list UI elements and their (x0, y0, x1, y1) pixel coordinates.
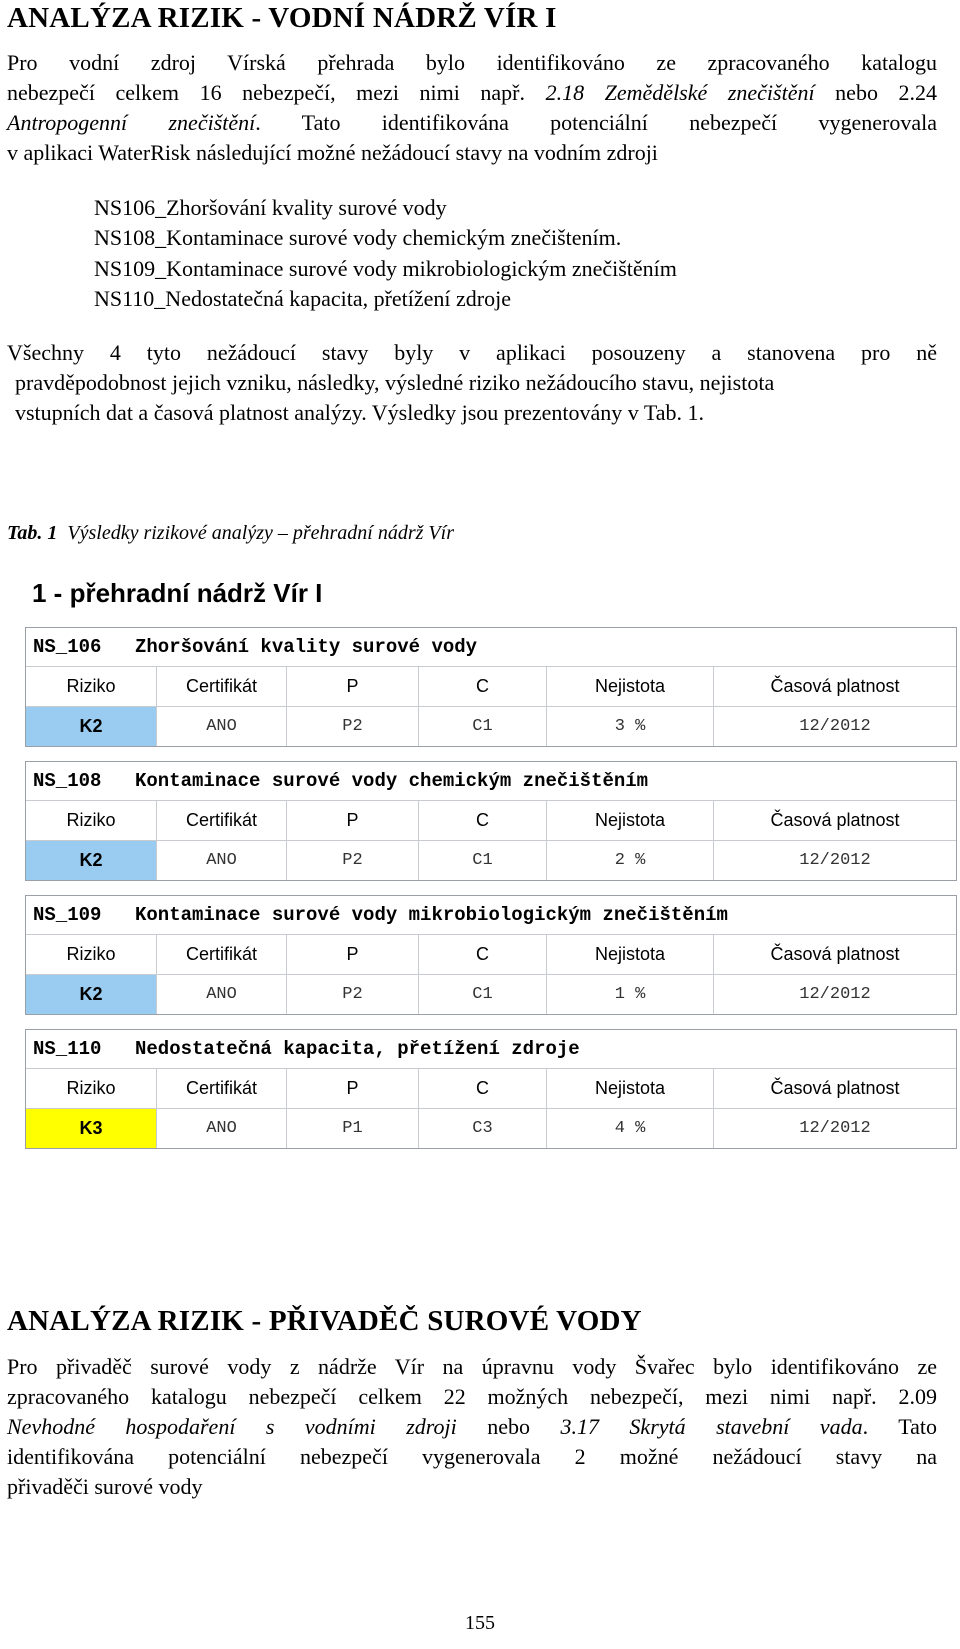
risk-level-cell: K3 (26, 1109, 157, 1148)
value-cell: 2 % (547, 841, 714, 880)
figure-title: 1 - přehradní nádrž Vír I (32, 578, 323, 608)
value-cell: 12/2012 (799, 985, 871, 1004)
values-row (26, 1109, 956, 1148)
value-cell: 1 % (547, 975, 714, 1014)
column-label: Časová platnost (770, 944, 900, 964)
column-label: Certifikát (157, 801, 287, 840)
column-label: Certifikát (157, 935, 287, 974)
state-code: NS_109 (33, 904, 102, 926)
column-label: Nejistota (547, 935, 714, 974)
section2-line: přivaděči surové vody (7, 1474, 203, 1499)
table-caption (7, 522, 454, 545)
value-cell: 3 % (547, 707, 714, 746)
state-name: Kontaminace surové vody chemickým znečištěním (135, 770, 649, 792)
column-label: Certifikát (157, 1069, 287, 1108)
value-cell: 12/2012 (799, 1119, 871, 1138)
column-labels-row (26, 801, 956, 841)
list-item: NS109_Kontaminace surové vody mikrobiologickým znečištěním (94, 255, 677, 281)
risk-table (25, 1029, 957, 1149)
value-cell: C1 (419, 975, 547, 1014)
risk-table (25, 627, 957, 747)
value-cell: ANO (157, 841, 287, 880)
state-name: Kontaminace surové vody mikrobiologickým znečištěním (135, 904, 728, 926)
section2-line: identifikována potenciální nebezpečí vygenerovala 2 možné nežádoucí stavy na (7, 1444, 937, 1469)
column-labels-row (26, 935, 956, 975)
column-label: C (419, 667, 547, 706)
column-label: C (419, 1069, 547, 1108)
list-item: NS106_Zhoršování kvality surové vody (94, 195, 447, 220)
column-label: Časová platnost (770, 810, 900, 830)
risk-table (25, 895, 957, 1015)
column-label: P (287, 1069, 419, 1108)
column-label: Riziko (26, 935, 157, 974)
column-label: C (419, 801, 547, 840)
column-label: Nejistota (547, 1069, 714, 1108)
caption-label: Tab. 1 (7, 522, 58, 544)
risk-table-header (26, 896, 956, 935)
column-label: Certifikát (157, 667, 287, 706)
column-label: P (287, 667, 419, 706)
risk-table-header (26, 1030, 956, 1069)
column-label: Nejistota (547, 667, 714, 706)
state-name: Zhoršování kvality surové vody (135, 636, 478, 658)
value-cell: P2 (287, 975, 419, 1014)
list-item: NS108_Kontaminace surové vody chemickým znečištením. (94, 225, 622, 251)
section2-line: Nevhodné hospodaření s vodními zdroji nebo 3.17 Skrytá stavební vada. Tato (7, 1414, 937, 1439)
column-label: Riziko (26, 667, 157, 706)
intro-line: nebezpečí celkem 16 nebezpečí, mezi nimi např. 2.18 Zemědělské znečištění nebo 2.24 (7, 80, 938, 105)
column-labels-row (26, 1069, 956, 1109)
risk-level-cell: K2 (26, 975, 157, 1014)
column-label: P (287, 935, 419, 974)
value-cell: P2 (287, 841, 419, 880)
intro-paragraph (7, 48, 937, 168)
summary-line: Všechny 4 tyto nežádoucí stavy byly v aplikaci posouzeny a stanovena pro ně (7, 340, 937, 365)
page-number: 155 (465, 1612, 495, 1634)
value-cell: P2 (287, 707, 419, 746)
summary-line: vstupních dat a časová platnost analýzy. Výsledky jsou prezentovány v Tab. 1. (15, 400, 705, 425)
risk-level-cell: K2 (26, 707, 157, 746)
column-label: P (287, 801, 419, 840)
value-cell: 4 % (547, 1109, 714, 1148)
intro-line: Pro vodní zdroj Vírská přehrada bylo identifikováno ze zpracovaného katalogu (7, 50, 937, 75)
value-cell: 12/2012 (799, 717, 871, 736)
intro-line: v aplikaci WaterRisk následující možné nežádoucí stavy na vodním zdroji (7, 140, 658, 165)
summary-line: pravděpodobnost jejich vzniku, následky, výsledné riziko nežádoucího stavu, nejistota (15, 370, 775, 395)
intro-line: Antropogenní znečištění. Tato identifikována potenciální nebezpečí vygenerovala (7, 110, 937, 135)
value-cell: P1 (287, 1109, 419, 1148)
undesired-states-list (94, 193, 677, 314)
values-row (26, 707, 956, 746)
list-item: NS110_Nedostatečná kapacita, přetížení zdroje (94, 285, 512, 311)
value-cell: 12/2012 (799, 851, 871, 870)
risk-table-header (26, 628, 956, 667)
caption-text: Výsledky rizikové analýzy – přehradní nádrž Vír (67, 522, 454, 544)
column-label: C (419, 935, 547, 974)
risk-level-cell: K2 (26, 841, 157, 880)
value-cell: C1 (419, 841, 547, 880)
section-title: ANALÝZA RIZIK - VODNÍ NÁDRŽ VÍR I (7, 2, 557, 34)
state-code: NS_108 (33, 770, 102, 792)
column-label: Riziko (26, 801, 157, 840)
column-label: Časová platnost (770, 1078, 900, 1098)
value-cell: C1 (419, 707, 547, 746)
value-cell: C3 (419, 1109, 547, 1148)
section2-paragraph (7, 1352, 937, 1502)
value-cell: ANO (157, 707, 287, 746)
column-label: Časová platnost (770, 676, 900, 696)
section-title: ANALÝZA RIZIK - PŘIVADĚČ SUROVÉ VODY (7, 1305, 642, 1337)
risk-table-header (26, 762, 956, 801)
section2-line: Pro přivaděč surové vody z nádrže Vír na úpravnu vody Švařec bylo identifikováno ze (7, 1354, 937, 1379)
value-cell: ANO (157, 1109, 287, 1148)
section2-line: zpracovaného katalogu nebezpečí celkem 22 možných nebezpečí, mezi nimi např. 2.09 (7, 1384, 937, 1409)
column-labels-row (26, 667, 956, 707)
values-row (26, 841, 956, 880)
state-name: Nedostatečná kapacita, přetížení zdroje (135, 1038, 580, 1060)
summary-paragraph (7, 338, 937, 428)
column-label: Riziko (26, 1069, 157, 1108)
column-label: Nejistota (547, 801, 714, 840)
risk-table (25, 761, 957, 881)
values-row (26, 975, 956, 1014)
value-cell: ANO (157, 975, 287, 1014)
state-code: NS_106 (33, 636, 102, 658)
state-code: NS_110 (33, 1038, 102, 1060)
